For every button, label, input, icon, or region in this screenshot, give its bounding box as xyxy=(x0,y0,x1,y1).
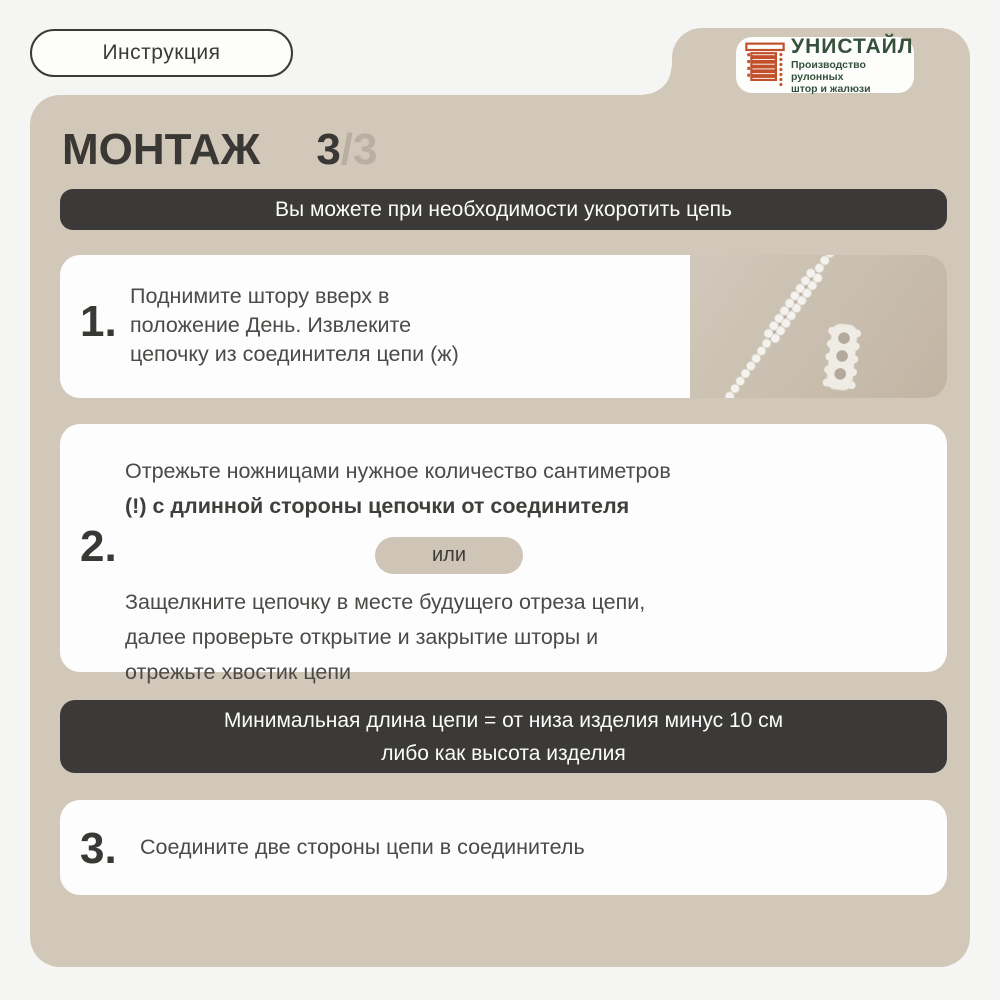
step3-text: Соедините две стороны цепи в соединитель xyxy=(140,835,585,859)
chain-connector-piece xyxy=(822,322,862,391)
step2-card xyxy=(60,424,947,684)
step3-card xyxy=(60,800,947,895)
page-title: МОНТАЖ xyxy=(62,125,261,174)
page-title-row xyxy=(62,124,378,176)
banner-min-length xyxy=(60,700,947,773)
brand-name: УНИСТАЙЛ xyxy=(791,34,914,58)
instruction-badge xyxy=(30,29,293,77)
or-pill xyxy=(375,537,523,574)
brand-logo xyxy=(736,34,914,95)
step2-option-b-text: Защелкните цепочку в месте будущего отреза цепи, далее проверьте открытие и закрытие шторы и отрежьте хвостик цепи xyxy=(125,590,646,684)
step1-text: Поднимите штору вверх в положение День. Извлеките цепочку из соединителя цепи (ж) xyxy=(130,284,459,366)
brand-tagline-line1: Производство рулонных xyxy=(791,58,866,83)
step1-number: 1. xyxy=(80,297,117,346)
step1-chain-photo xyxy=(690,255,947,398)
panel-tab-fillet xyxy=(644,67,672,95)
step2-body xyxy=(125,454,905,690)
banner-shorten-chain-text: Вы можете при необходимости укоротить цепь xyxy=(275,197,732,221)
step2-number: 2. xyxy=(80,522,117,571)
step3-number: 3. xyxy=(80,824,117,873)
step-counter xyxy=(316,125,377,175)
banner-shorten-chain xyxy=(60,189,947,230)
brand-logo-text xyxy=(791,36,913,95)
step-counter-current: 3 xyxy=(316,125,341,174)
step-counter-total: 3 xyxy=(353,125,378,174)
or-pill-label: или xyxy=(431,544,466,566)
instruction-badge-label: Инструкция xyxy=(102,41,221,64)
bead-chain-illustration xyxy=(690,255,947,398)
brand-tagline-line2: штор и жалюзи xyxy=(791,82,871,95)
step2-option-a-text: Отрежьте ножницами нужное количество сантиметров xyxy=(125,459,671,483)
banner-min-length-line1: Минимальная длина цепи = от низа изделия минус 10 см xyxy=(223,708,784,732)
banner-min-length-line2: либо как высота изделия xyxy=(381,741,626,765)
step-counter-divider: / xyxy=(340,125,354,174)
step2-option-a-bold-text: (!) с длинной стороны цепочки от соединителя xyxy=(125,494,630,518)
step1-card xyxy=(60,255,947,398)
blinds-icon xyxy=(745,42,785,88)
